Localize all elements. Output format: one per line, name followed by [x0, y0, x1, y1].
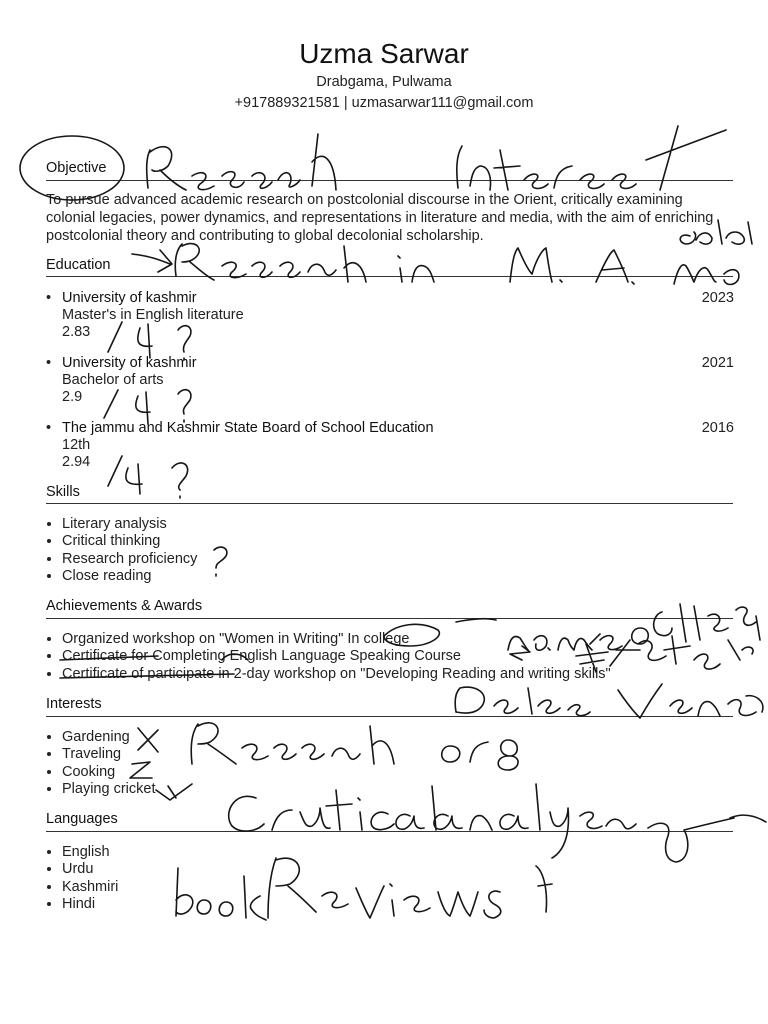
list-item: • Literary analysis: [62, 516, 197, 533]
education-grade: 2.83: [62, 324, 91, 340]
list-item: • Gardening: [62, 729, 155, 746]
list-item: • English: [62, 844, 118, 861]
education-heading: Education: [46, 257, 111, 273]
list-item: • Close reading: [62, 568, 197, 585]
skills-list: [46, 516, 197, 585]
education-school: University of kashmir: [62, 290, 197, 306]
education-degree: 12th: [62, 437, 91, 453]
list-item: • Certificate for Completing English Language Speaking Course: [62, 648, 611, 665]
ink-note-grade-2: [104, 390, 191, 424]
education-year: 2016: [701, 420, 734, 436]
bullet: •: [46, 290, 52, 306]
achievements-heading: Achievements & Awards: [46, 598, 203, 614]
ink-note-critical-analysis: [229, 784, 766, 862]
candidate-location: Drabgama, Pulwama: [316, 74, 452, 90]
achievements-list: [46, 631, 611, 683]
ink-note-book-reviews: [176, 858, 552, 920]
section-divider: [46, 503, 733, 504]
list-item: • Traveling: [62, 746, 155, 763]
section-divider: [46, 276, 733, 277]
section-divider: [46, 831, 733, 832]
objective-heading: Objective: [46, 160, 107, 176]
interests-list: [46, 729, 155, 798]
ink-note-dates-venue: [455, 684, 763, 718]
ink-note-question: [214, 547, 227, 576]
list-item: • Cooking: [62, 764, 155, 781]
list-item: • Certificate of participate in 2-day workshop on "Developing Reading and writing skills": [62, 666, 611, 683]
list-item: • Urdu: [62, 861, 118, 878]
objective-text: To pursue advanced academic research on postcolonial discourse in the Orient, critically examining colonial legacies, power dynamics, and representations in literature and media, with the aim of enriching postcolonial theory and contributing to global decolonial scholarship.: [46, 192, 714, 244]
bullet: •: [46, 355, 52, 371]
interests-heading: Interests: [46, 696, 102, 712]
list-item: • Kashmiri: [62, 879, 118, 896]
candidate-name: Uzma Sarwar: [299, 38, 469, 69]
section-divider: [46, 618, 733, 619]
candidate-contact: +917889321581 | uzmasarwar111@gmail.com: [234, 95, 534, 111]
list-item: • Playing cricket: [62, 781, 155, 798]
ink-mark-check: [156, 784, 192, 800]
ink-note-research-or: [191, 723, 518, 770]
section-divider: [46, 180, 733, 181]
skills-heading: Skills: [46, 484, 80, 500]
bullet: •: [46, 420, 52, 436]
languages-list: [46, 844, 118, 913]
education-grade: 2.94: [62, 454, 91, 470]
education-grade: 2.9: [62, 389, 83, 405]
education-school: The jammu and Kashmir State Board of School Education: [62, 420, 434, 436]
education-degree: Bachelor of arts: [62, 372, 164, 388]
list-item: • Research proficiency: [62, 551, 197, 568]
list-item: • Organized workshop on "Women in Writing" In college: [62, 631, 611, 648]
education-degree: Master's in English literature: [62, 307, 244, 323]
education-school: University of kashmir: [62, 355, 197, 371]
education-year: 2021: [701, 355, 734, 371]
section-divider: [46, 716, 733, 717]
languages-heading: Languages: [46, 811, 118, 827]
education-year: 2023: [701, 290, 734, 306]
ink-note-research-ma: [132, 244, 739, 285]
list-item: • Critical thinking: [62, 533, 197, 550]
ink-note-grade-3: [108, 456, 188, 498]
list-item: • Hindi: [62, 896, 118, 913]
